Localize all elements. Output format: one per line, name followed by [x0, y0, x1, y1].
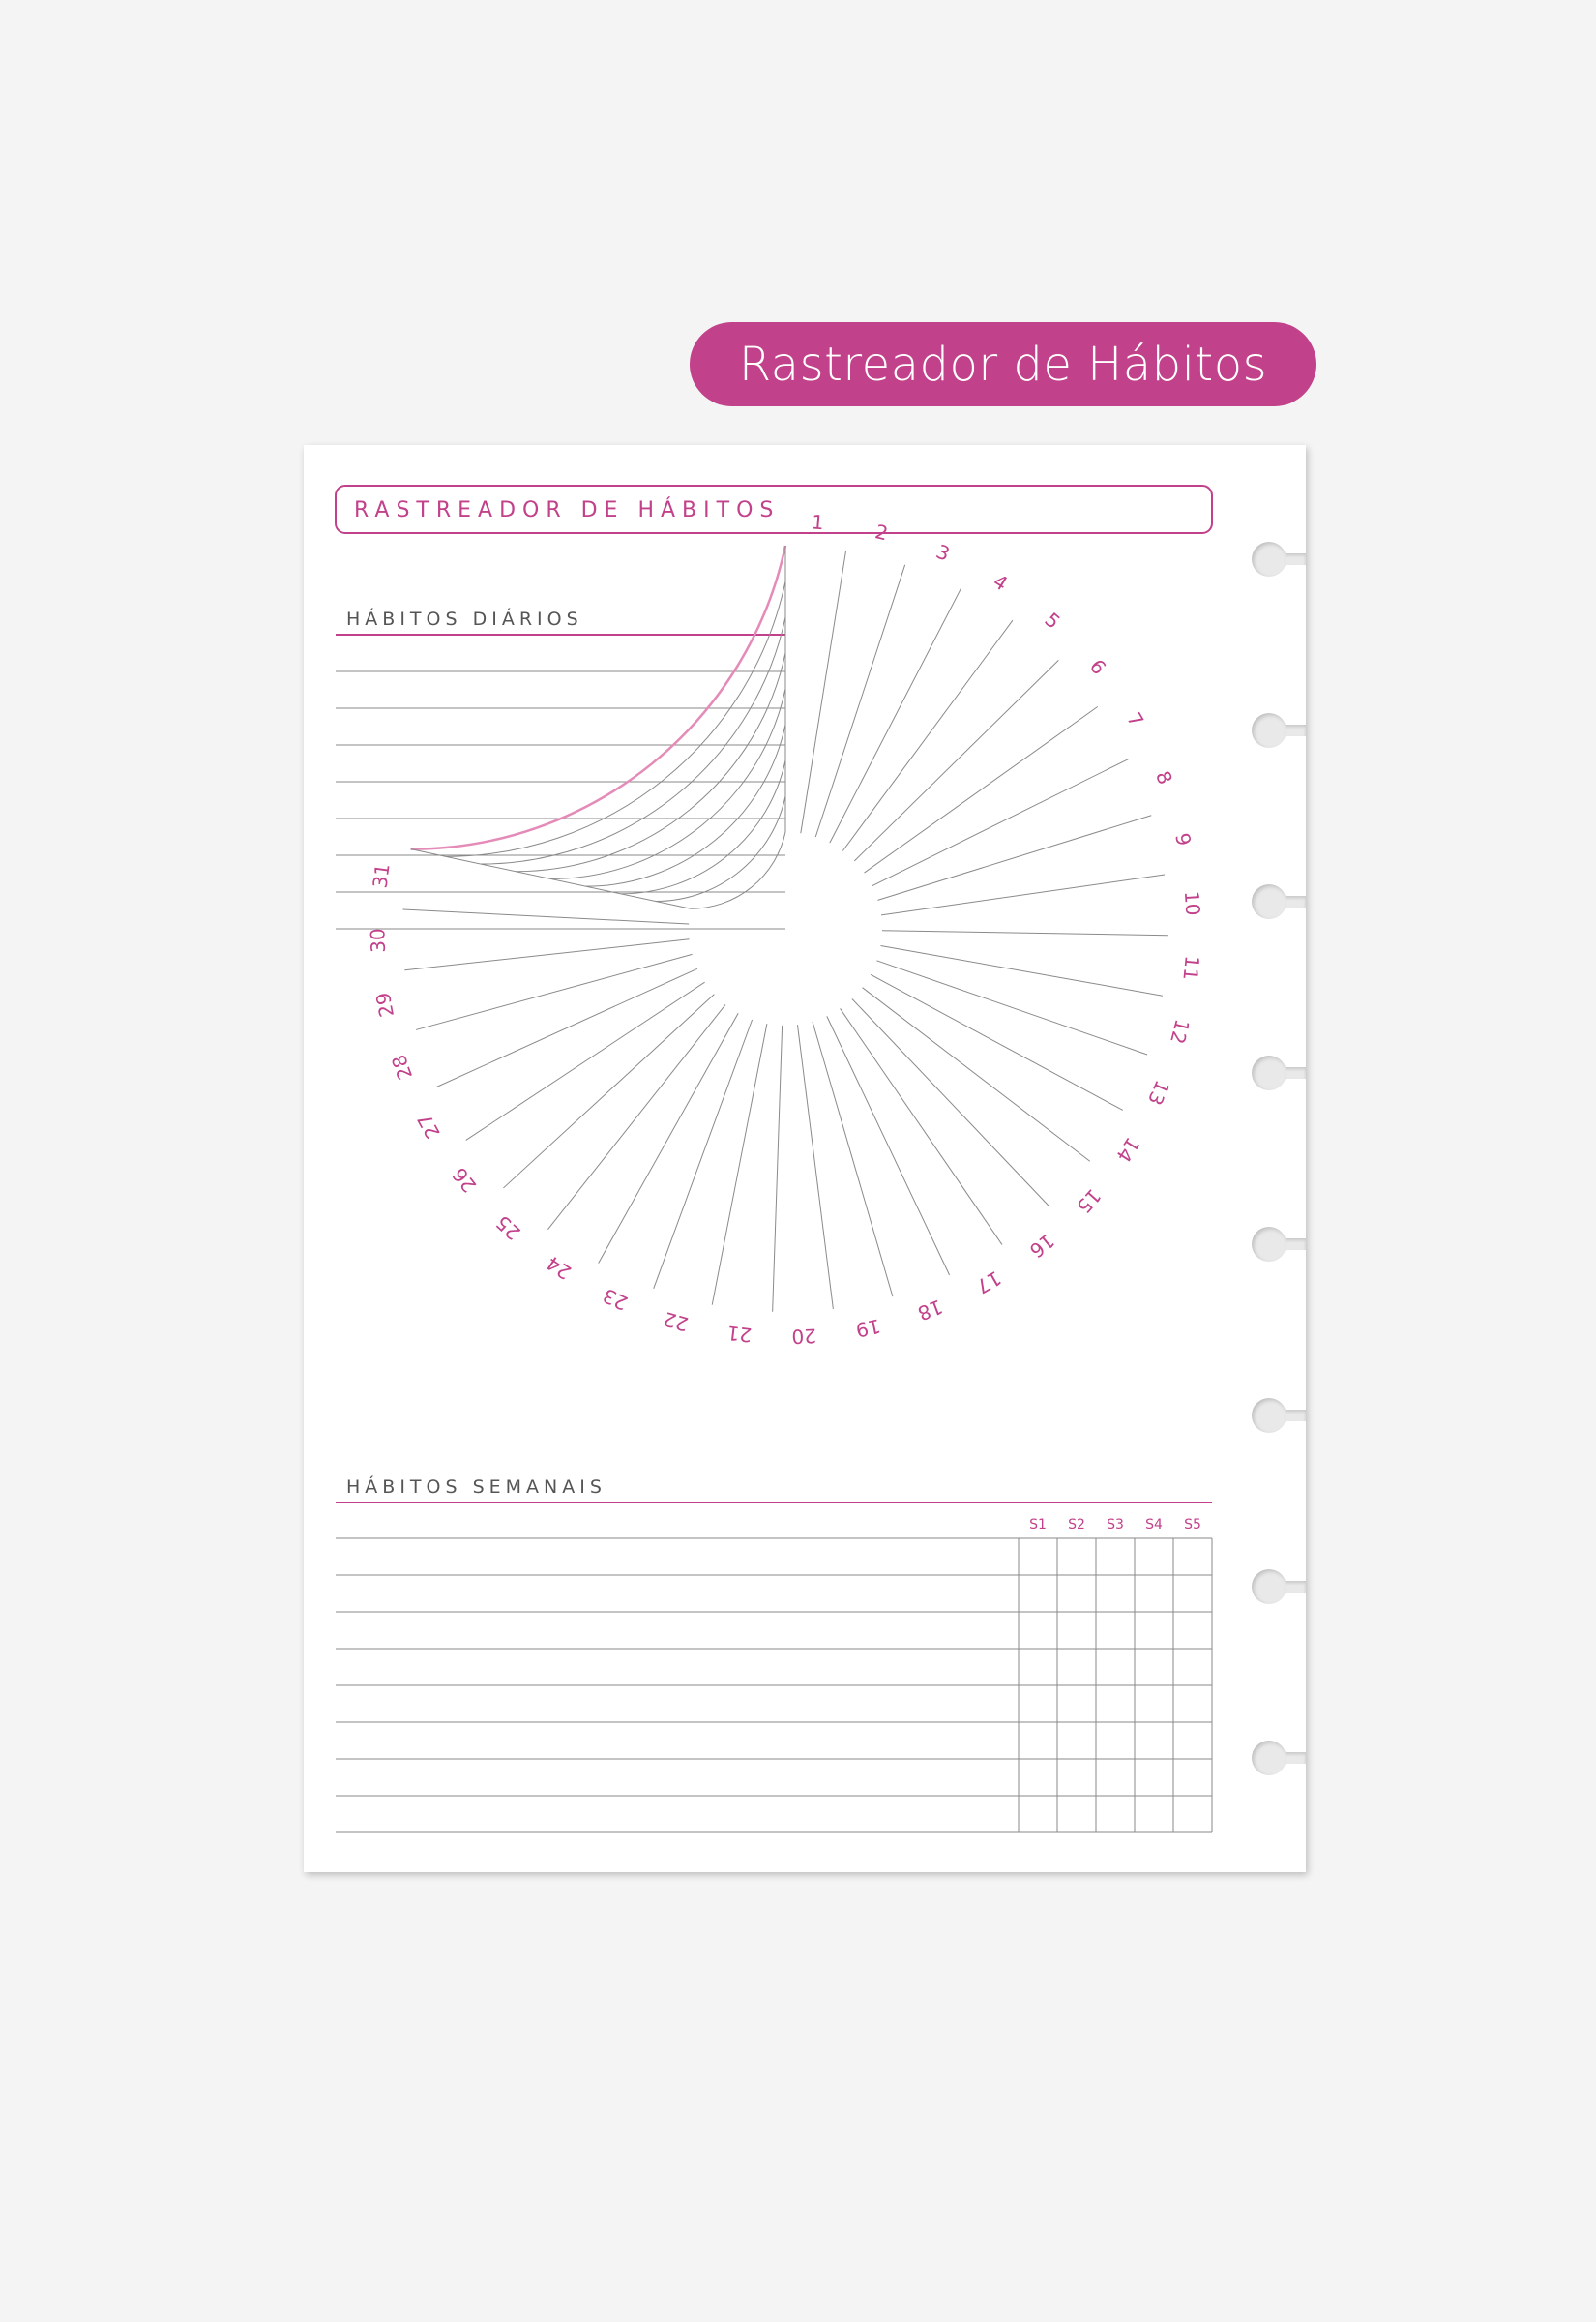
grid-spoke	[827, 1016, 950, 1274]
grid-spoke	[654, 1020, 753, 1289]
grid-spoke	[797, 1025, 833, 1309]
grid-spoke	[882, 931, 1168, 936]
grid-ring	[621, 760, 785, 894]
day-label: 17	[972, 1265, 1006, 1299]
day-label: 16	[1024, 1229, 1059, 1263]
binder-hole	[1252, 1741, 1306, 1775]
week-column-header: S5	[1184, 1517, 1201, 1533]
day-label: 21	[725, 1321, 754, 1348]
day-label: 5	[1040, 608, 1065, 634]
grid-spoke	[841, 1008, 1002, 1244]
weekly-habits-heading: HÁBITOS SEMANAIS	[346, 1476, 606, 1498]
day-label: 26	[447, 1163, 482, 1198]
grid-spoke	[864, 707, 1097, 874]
week-column-header: S2	[1068, 1517, 1085, 1533]
day-label: 28	[386, 1052, 418, 1084]
week-column-header: S4	[1145, 1517, 1163, 1533]
grid-ring	[586, 725, 785, 886]
week-column-header: S1	[1029, 1517, 1047, 1533]
day-label: 4	[989, 569, 1013, 596]
binder-hole	[1252, 1398, 1306, 1433]
day-label: 24	[542, 1251, 576, 1285]
grid-spoke	[712, 1024, 767, 1305]
sheet-drawing	[304, 445, 1306, 1872]
grid-spoke	[852, 998, 1049, 1206]
daily-habit-lines	[336, 671, 785, 929]
grid-spoke	[872, 759, 1129, 885]
binder-hole	[1252, 1569, 1306, 1604]
day-label: 3	[932, 539, 954, 566]
day-label: 19	[853, 1314, 883, 1343]
daily-habits-heading: HÁBITOS DIÁRIOS	[346, 609, 583, 630]
binder-hole-cut	[1252, 884, 1286, 919]
grid-spoke	[880, 945, 1162, 996]
grid-spoke	[436, 968, 697, 1087]
grid-spoke	[830, 588, 961, 843]
grid-spoke	[842, 620, 1013, 850]
binder-hole-cut	[1252, 542, 1286, 577]
grid-spoke	[403, 909, 690, 924]
day-label: 8	[1150, 767, 1177, 789]
grid-spoke	[815, 565, 904, 837]
day-label: 23	[599, 1283, 632, 1316]
day-label: 11	[1178, 954, 1204, 982]
grid-spoke	[878, 816, 1152, 901]
day-label: 1	[811, 510, 825, 535]
day-label: 20	[790, 1324, 817, 1349]
outer-ring	[411, 546, 785, 849]
binder-hole-cut	[1252, 1056, 1286, 1090]
day-label: 7	[1122, 708, 1149, 731]
day-label: 29	[370, 990, 399, 1020]
day-label: 18	[914, 1295, 946, 1325]
day-label: 25	[490, 1210, 525, 1245]
binder-hole	[1252, 884, 1306, 919]
planner-sheet	[304, 445, 1306, 1872]
day-label: 22	[661, 1307, 692, 1336]
grid-ring	[550, 689, 785, 878]
grid-spoke	[801, 551, 846, 833]
page-title-badge-label: Rastreador de Hábitos	[738, 337, 1268, 392]
day-label: 13	[1142, 1077, 1175, 1109]
week-column-header: S3	[1107, 1517, 1124, 1533]
day-label: 15	[1072, 1184, 1107, 1218]
day-label: 14	[1111, 1133, 1145, 1167]
grid-spoke	[503, 995, 714, 1188]
day-label: 31	[368, 862, 395, 890]
binder-hole	[1252, 542, 1306, 577]
grid-ring	[691, 832, 785, 908]
day-label: 2	[872, 520, 891, 546]
binder-hole-cut	[1252, 1398, 1286, 1433]
day-label: 10	[1179, 890, 1205, 917]
weekly-habit-grid	[336, 1517, 1212, 1832]
page-title-badge	[690, 322, 1316, 406]
grid-spoke	[881, 875, 1165, 915]
binder-hole	[1252, 1227, 1306, 1262]
grid-spoke	[404, 939, 689, 970]
grid-spoke	[813, 1022, 893, 1296]
day-label: 27	[412, 1109, 445, 1143]
grid-ring	[656, 796, 785, 902]
grid-spoke	[854, 660, 1058, 861]
binder-hole	[1252, 1056, 1306, 1090]
binder-hole-cut	[1252, 1741, 1286, 1775]
sheet-title: RASTREADOR DE HÁBITOS	[354, 498, 781, 522]
day-label: 6	[1084, 654, 1111, 679]
binder-hole	[1252, 713, 1306, 748]
grid-spoke	[876, 961, 1147, 1055]
day-label: 30	[366, 928, 391, 954]
grid-ring	[481, 617, 785, 864]
day-label: 9	[1170, 830, 1197, 848]
binder-hole-cut	[1252, 713, 1286, 748]
binder-hole-cut	[1252, 1227, 1286, 1262]
binder-hole-cut	[1252, 1569, 1286, 1604]
day-label: 12	[1166, 1016, 1195, 1047]
grid-spoke	[773, 1026, 783, 1312]
